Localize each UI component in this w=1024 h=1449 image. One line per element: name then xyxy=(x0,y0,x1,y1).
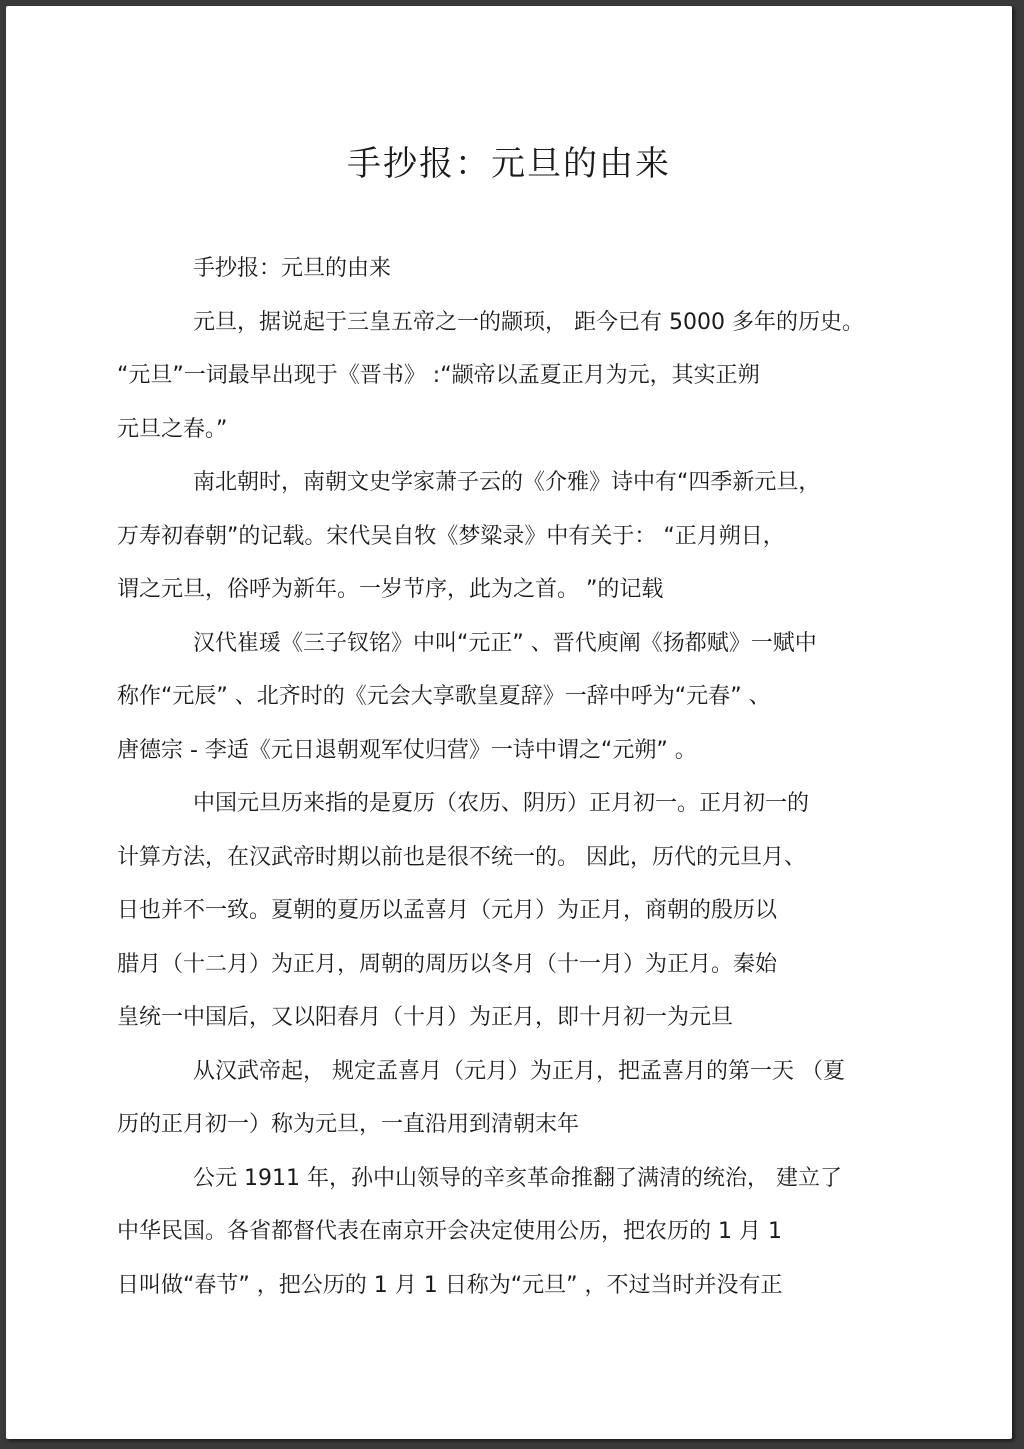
text-line: 公元 1911 年，孙中山领导的辛亥革命推翻了满清的统治， 建立了 xyxy=(193,1165,842,1191)
text-line: 从汉武帝起， 规定孟喜月（元月）为正月，把孟喜月的第一天 （夏 xyxy=(193,1058,845,1084)
paragraph-2 xyxy=(117,456,875,617)
text-line: 汉代崔瑗《三子钗铭》中叫“元正” 、晋代庾阐《扬都赋》一赋中 xyxy=(193,630,817,656)
text-line: 腊月（十二月）为正月，周朝的周历以冬月（十一月）为正月。秦始 xyxy=(117,951,778,977)
text-line: 皇统一中国后，又以阳春月（十月）为正月，即十月初一为元旦 xyxy=(117,1005,734,1030)
paragraph-5 xyxy=(117,1045,875,1152)
text-line: 唐德宗 - 李适《元日退朝观军仗归营》一诗中谓之“元朔” 。 xyxy=(117,737,697,763)
text-line: 谓之元旦，俗呼为新年。一岁节序，此为之首。 ”的记载 xyxy=(117,577,664,602)
text-line: 元旦，据说起于三皇五帝之一的颛顼， 距今已有 5000 多年的历史。 xyxy=(193,309,864,335)
text-line: 万寿初春朝”的记载。宋代吴自牧《梦粱录》中有关于： “正月朔日， xyxy=(117,523,785,549)
paragraph-3 xyxy=(117,617,875,778)
subtitle-paragraph xyxy=(155,242,875,296)
text-line: “元旦”一词最早出现于《晋书》 :“颛帝以孟夏正月为元，其实正朔 xyxy=(117,363,760,388)
paragraph-6 xyxy=(117,1152,875,1313)
subtitle-line: 手抄报：元旦的由来 xyxy=(193,256,392,281)
text-line: 南北朝时，南朝文史学家萧子云的《介雅》诗中有“四季新元旦， xyxy=(193,470,821,495)
text-line: 元旦之春。” xyxy=(117,416,228,442)
document-page xyxy=(6,6,1012,1439)
paragraph-1 xyxy=(117,296,875,457)
page-title: 手抄报：元旦的由来 xyxy=(347,144,671,184)
text-line: 中国元旦历来指的是夏历（农历、阴历）正月初一。正月初一的 xyxy=(193,791,810,816)
paragraph-4 xyxy=(117,777,875,1045)
text-line: 日也并不一致。夏朝的夏历以孟喜月（元月）为正月，商朝的殷历以 xyxy=(117,898,778,923)
text-line: 中华民国。各省都督代表在南京开会决定使用公历，把农历的 1 月 1 xyxy=(117,1219,782,1244)
text-line: 计算方法，在汉武帝时期以前也是很不统一的。 因此，历代的元旦月、 xyxy=(117,844,806,870)
text-line: 称作“元辰” 、北齐时的《元会大享歌皇夏辞》一辞中呼为“元春” 、 xyxy=(117,684,771,709)
text-line: 日叫做“春节” ，把公历的 1 月 1 日称为“元旦” ，不过当时并没有正 xyxy=(117,1272,783,1298)
document-body xyxy=(117,242,875,1312)
text-line: 历的正月初一）称为元旦，一直沿用到清朝末年 xyxy=(117,1112,580,1137)
